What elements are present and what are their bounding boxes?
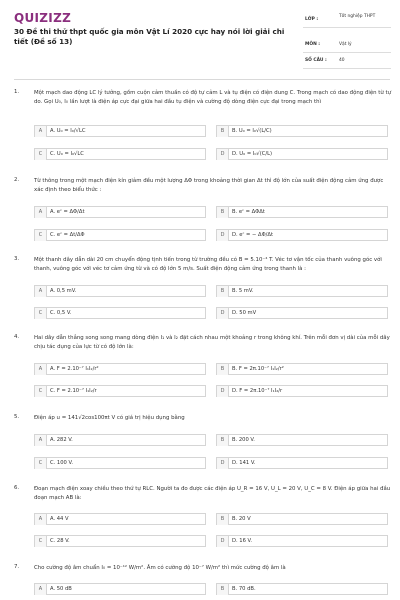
option-c[interactable] — [34, 229, 206, 241]
option-c[interactable] — [34, 457, 206, 469]
question-text: Hai dây dẫn thẳng song song mang dòng điện I₁ và I₂ đặt cách nhau một khoảng r trong không khí. Trên mỗi đơn vị dài của mỗi dây chịu tác dụng của lực từ có độ lớn là: — [34, 335, 390, 350]
option-text: B. 5 mV. — [232, 288, 254, 294]
option-letter: B — [217, 514, 229, 525]
option-text: A. 44 V — [50, 516, 69, 522]
option-letter: C — [35, 149, 47, 160]
option-c[interactable] — [34, 307, 206, 319]
question-text: Cho cường độ âm chuẩn I₀ = 10⁻¹² W/m². Âm có cường độ 10⁻⁷ W/m² thì mức cường độ âm là — [34, 565, 286, 571]
worksheet-title: 30 Đề thi thử thpt quốc gia môn Vật Lí 2020 cực hay nói lời giải chi tiết (Đề số 13) — [14, 27, 285, 46]
option-d[interactable] — [216, 457, 388, 469]
option-text: B. eᶜ = ΔΦΔt — [232, 209, 265, 215]
option-letter: D — [217, 149, 229, 160]
option-letter: A — [35, 584, 47, 595]
option-text: C. 0,5 V. — [50, 310, 72, 316]
option-text: D. 50 mV — [232, 310, 257, 316]
question-number: 4. — [14, 334, 20, 340]
option-text: C. U₀ = I₀√LC — [50, 151, 84, 157]
option-letter: C — [35, 308, 47, 319]
meta-class-row — [303, 13, 391, 28]
option-text: A. U₀ = I₀/√LC — [50, 128, 86, 134]
option-b[interactable] — [216, 583, 388, 595]
option-text: A. 0,5 mV. — [50, 288, 77, 294]
option-letter: D — [217, 308, 229, 319]
option-b[interactable] — [216, 513, 388, 525]
meta-subject-row — [303, 38, 391, 53]
option-letter: D — [217, 230, 229, 241]
count-label: SỐ CÂU : — [305, 58, 327, 63]
option-d[interactable] — [216, 385, 388, 397]
option-text: C. 28 V. — [50, 538, 70, 544]
option-letter: C — [35, 386, 47, 397]
option-text: B. U₀ = I₀√(L/C) — [232, 128, 272, 134]
option-a[interactable] — [34, 285, 206, 297]
option-letter: B — [217, 207, 229, 218]
option-letter: C — [35, 536, 47, 547]
option-b[interactable] — [216, 125, 388, 137]
option-letter: C — [35, 230, 47, 241]
option-b[interactable] — [216, 434, 388, 446]
option-text: B. 20 V — [232, 516, 251, 522]
option-text: D. U₀ = I₀√(C/L) — [232, 151, 273, 157]
option-b[interactable] — [216, 285, 388, 297]
subject-label: MÔN : — [305, 42, 321, 47]
option-d[interactable] — [216, 535, 388, 547]
question-text: Từ thông trong một mạch điện kín giảm đều một lượng ΔΦ trong khoảng thời gian Δt thì độ lớn của suất điện động cảm ứng được xác định theo biểu thức : — [34, 178, 384, 193]
option-letter: A — [35, 207, 47, 218]
option-text: C. 100 V. — [50, 460, 73, 466]
question-text: Một mạch dao động LC lý tưởng, gồm cuộn cảm thuần có độ tự cảm L và tụ điện có điện dung C. Trong mạch có dao động điện từ tự do. Gọi U₀, I₀ lần lượt là điện áp cực đại giữa hai đầu tụ điện và cường độ dòng điện cực đại trong mạch thì — [34, 90, 392, 105]
option-letter: A — [35, 364, 47, 375]
option-text: C. F = 2.10⁻⁷ I₁I₂/r — [50, 388, 97, 394]
option-letter: D — [217, 458, 229, 469]
question-number: 2. — [14, 177, 20, 183]
subject-value: Vật lý — [339, 42, 352, 47]
option-text: D. 16 V. — [232, 538, 253, 544]
option-letter: A — [35, 286, 47, 297]
question-number: 7. — [14, 564, 20, 570]
meta-count-row — [303, 54, 391, 69]
option-letter: D — [217, 536, 229, 547]
option-letter: B — [217, 584, 229, 595]
option-letter: B — [217, 126, 229, 137]
worksheet-header — [0, 0, 400, 76]
option-text: C. eᶜ = Δt/ΔΦ — [50, 232, 85, 238]
class-label: LỚP : — [305, 17, 319, 22]
question-number: 5. — [14, 414, 20, 420]
question-number: 3. — [14, 256, 20, 262]
question-number: 1. — [14, 89, 20, 95]
option-a[interactable] — [34, 434, 206, 446]
option-text: B. 70 dB. — [232, 586, 256, 592]
option-letter: B — [217, 364, 229, 375]
option-c[interactable] — [34, 535, 206, 547]
option-b[interactable] — [216, 206, 388, 218]
option-c[interactable] — [34, 148, 206, 160]
option-d[interactable] — [216, 307, 388, 319]
question-text: Một thanh dây dẫn dài 20 cm chuyển động tịnh tiến trong từ trường đều có B = 5.10⁻⁴ T. Véc tơ vận tốc của thanh vuông góc với thanh, vuông góc với véc tơ cảm ứng từ và có độ lớn 5 m/s. Suất điện động cảm ứng trong thanh là : — [34, 257, 382, 272]
option-letter: C — [35, 458, 47, 469]
question-text: Điện áp u = 141√2cos100πt V có giá trị hiệu dụng bằng — [34, 415, 185, 421]
question-number: 6. — [14, 485, 20, 491]
option-text: D. F = 2π.10⁻⁷ I₁I₂/r — [232, 388, 283, 394]
option-letter: A — [35, 514, 47, 525]
option-c[interactable] — [34, 385, 206, 397]
option-a[interactable] — [34, 513, 206, 525]
option-text: D. 141 V. — [232, 460, 256, 466]
option-text: D. eᶜ = − ΔΦ/Δt — [232, 232, 274, 238]
question-text: Đoạn mạch điện xoay chiều theo thứ tự RLC. Người ta đo được các điện áp U_R = 16 V, U_L = 20 V, U_C = 8 V. Điện áp giữa hai đầu đoạn mạch AB là: — [34, 486, 391, 501]
option-b[interactable] — [216, 363, 388, 375]
option-a[interactable] — [34, 125, 206, 137]
option-letter: A — [35, 126, 47, 137]
option-text: A. F = 2.10⁻⁷ I₁I₂/r² — [50, 366, 99, 372]
option-text: A. 50 dB — [50, 586, 72, 592]
option-a[interactable] — [34, 206, 206, 218]
option-text: B. 200 V. — [232, 437, 255, 443]
option-letter: A — [35, 435, 47, 446]
count-value: 40 — [339, 58, 345, 63]
class-value: Tốt nghiệp THPT — [339, 14, 376, 19]
option-letter: B — [217, 435, 229, 446]
option-a[interactable] — [34, 583, 206, 595]
option-letter: B — [217, 286, 229, 297]
header-divider — [14, 79, 390, 80]
option-d[interactable] — [216, 148, 388, 160]
option-text: A. eᶜ = ΔΦ/Δt — [50, 209, 85, 215]
quizizz-logo: QUIZIZZ — [14, 11, 72, 25]
option-text: B. F = 2π.10⁻⁷ I₁I₂/r² — [232, 366, 284, 372]
option-text: A. 282 V. — [50, 437, 73, 443]
option-a[interactable] — [34, 363, 206, 375]
option-d[interactable] — [216, 229, 388, 241]
option-letter: D — [217, 386, 229, 397]
